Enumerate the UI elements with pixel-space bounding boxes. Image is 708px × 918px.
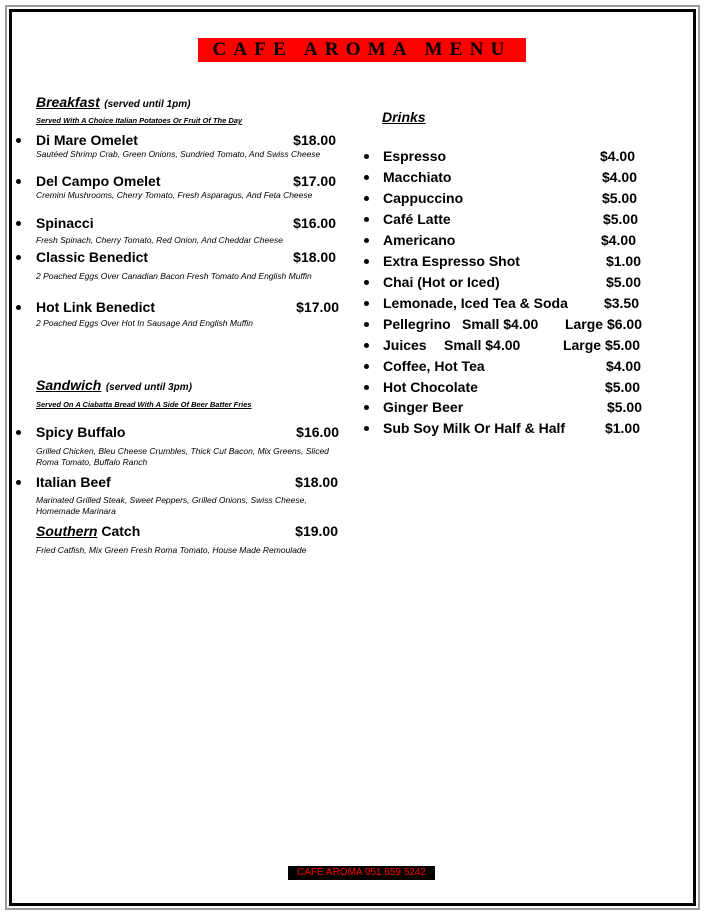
drink-name: Lemonade, Iced Tea & Soda bbox=[383, 295, 568, 311]
item-name: Del Campo Omelet bbox=[36, 173, 161, 189]
drink-name: Chai (Hot or Iced) bbox=[383, 274, 500, 290]
drinks-heading: Drinks bbox=[382, 109, 426, 125]
bullet-icon bbox=[16, 480, 21, 485]
bullet-icon bbox=[364, 238, 369, 243]
sandwich-heading-name: Sandwich bbox=[36, 377, 102, 393]
drink-name: Sub Soy Milk Or Half & Half bbox=[383, 420, 566, 436]
bullet-icon bbox=[16, 138, 21, 143]
item-price: $18.00 bbox=[295, 474, 338, 490]
drink-small-price: Small $4.00 bbox=[444, 337, 521, 353]
drink-name: Cappuccino bbox=[383, 190, 464, 206]
item-description: Fresh Spinach, Cherry Tomato, Red Onion, And Cheddar Cheese bbox=[36, 235, 283, 245]
bullet-icon bbox=[364, 175, 369, 180]
drink-item bbox=[364, 419, 642, 437]
item-name: Spicy Buffalo bbox=[36, 424, 126, 440]
item-price: $16.00 bbox=[293, 215, 336, 231]
item-description: Grilled Chicken, Bleu Cheese Crumbles, Thick Cut Bacon, Mix Greens, Sliced Roma Tomato, Buffalo Ranch bbox=[36, 446, 329, 467]
sandwich-heading bbox=[36, 377, 192, 395]
breakfast-subtitle: Served With A Choice Italian Potatoes Or Fruit Of The Day bbox=[36, 116, 243, 125]
breakfast-heading-name: Breakfast bbox=[36, 94, 100, 110]
item-description: 2 Poached Eggs Over Canadian Bacon Fresh Tomato And English Muffin bbox=[36, 271, 312, 281]
item-description: Sautéed Shrimp Crab, Green Onions, Sundried Tomato, And Swiss Cheese bbox=[36, 149, 321, 159]
drink-item bbox=[364, 357, 642, 375]
drink-price: $1.00 bbox=[604, 420, 640, 436]
drink-price: $5.00 bbox=[605, 274, 641, 290]
item-name: Italian Beef bbox=[36, 474, 111, 490]
drink-item bbox=[364, 336, 642, 354]
drink-item bbox=[364, 273, 642, 291]
bullet-icon bbox=[364, 217, 369, 222]
item-name bbox=[36, 522, 140, 540]
sandwich-subtitle: Served On A Ciabatta Bread With A Side Of Beer Batter Fries bbox=[36, 400, 252, 409]
bullet-icon bbox=[364, 280, 369, 285]
menu-item-southern-catch bbox=[16, 522, 338, 540]
drink-price: $3.50 bbox=[603, 295, 639, 311]
bullet-icon bbox=[16, 255, 21, 260]
item-name: Classic Benedict bbox=[36, 249, 149, 265]
drink-item bbox=[364, 168, 642, 186]
drink-item bbox=[364, 252, 642, 270]
item-description: Fried Catfish, Mix Green Fresh Roma Tomato, House Made Remoulade bbox=[36, 545, 307, 555]
drink-name: Macchiato bbox=[383, 169, 452, 185]
menu-item bbox=[16, 248, 336, 266]
sandwich-heading-note: (served until 3pm) bbox=[105, 382, 192, 393]
bullet-icon bbox=[364, 343, 369, 348]
bullet-icon bbox=[364, 322, 369, 327]
bullet-icon bbox=[364, 364, 369, 369]
item-description: Marinated Grilled Steak, Sweet Peppers, Grilled Onions, Swiss Cheese, Homemade Marinara bbox=[36, 495, 307, 516]
menu-item bbox=[16, 298, 339, 316]
drink-name: Extra Espresso Shot bbox=[383, 253, 520, 269]
bullet-icon bbox=[364, 301, 369, 306]
bullet-icon bbox=[364, 154, 369, 159]
drink-name: Juices bbox=[383, 337, 427, 353]
item-description: Cremini Mushrooms, Cherry Tomato, Fresh Asparagus, And Feta Cheese bbox=[36, 190, 313, 200]
drink-item bbox=[364, 189, 642, 207]
drink-item bbox=[364, 378, 642, 396]
item-name: Di Mare Omelet bbox=[36, 132, 138, 148]
bullet-icon bbox=[364, 259, 369, 264]
drink-price: $4.00 bbox=[605, 358, 641, 374]
bullet-icon bbox=[364, 385, 369, 390]
item-price: $17.00 bbox=[296, 299, 339, 315]
menu-item bbox=[16, 473, 338, 491]
drink-small-price: Small $4.00 bbox=[462, 316, 539, 332]
drink-name: Americano bbox=[383, 232, 456, 248]
drink-name: Hot Chocolate bbox=[383, 379, 478, 395]
bullet-icon bbox=[364, 426, 369, 431]
item-price: $16.00 bbox=[296, 424, 339, 440]
drink-price: $4.00 bbox=[599, 148, 635, 164]
drink-price: Large $5.00 bbox=[562, 337, 640, 353]
bullet-icon bbox=[16, 221, 21, 226]
drink-item bbox=[364, 315, 642, 333]
bullet-icon bbox=[16, 430, 21, 435]
drink-name: Espresso bbox=[383, 148, 447, 164]
drink-price: $4.00 bbox=[601, 169, 637, 185]
drink-item bbox=[364, 294, 642, 312]
item-price: $18.00 bbox=[293, 132, 336, 148]
drink-price: $1.00 bbox=[605, 253, 641, 269]
footer-contact: CAFÉ AROMA 951 659 5242 bbox=[288, 866, 435, 880]
drink-item bbox=[364, 147, 642, 165]
item-price: $18.00 bbox=[293, 249, 336, 265]
drink-price: $5.00 bbox=[602, 211, 638, 227]
drink-price: $4.00 bbox=[600, 232, 636, 248]
item-name-emphasis: Southern bbox=[36, 523, 98, 539]
menu-item bbox=[16, 214, 336, 232]
breakfast-heading bbox=[36, 94, 190, 112]
bullet-icon bbox=[16, 305, 21, 310]
item-name: Spinacci bbox=[36, 215, 94, 231]
menu-item bbox=[16, 131, 336, 149]
drink-price: $5.00 bbox=[604, 379, 640, 395]
drink-item bbox=[364, 231, 642, 249]
item-name-rest: Catch bbox=[97, 523, 141, 539]
bullet-icon bbox=[364, 196, 369, 201]
drink-price: Large $6.00 bbox=[564, 316, 642, 332]
menu-item bbox=[16, 172, 336, 190]
item-price: $17.00 bbox=[293, 173, 336, 189]
drink-price: $5.00 bbox=[606, 399, 642, 415]
item-name: Hot Link Benedict bbox=[36, 299, 156, 315]
item-price: $19.00 bbox=[295, 523, 338, 539]
drink-item bbox=[364, 210, 642, 228]
drink-item bbox=[364, 398, 642, 416]
drink-name: Ginger Beer bbox=[383, 399, 464, 415]
drink-name: Pellegrino bbox=[383, 316, 451, 332]
breakfast-heading-note: (served until 1pm) bbox=[104, 99, 191, 110]
drink-name: Coffee, Hot Tea bbox=[383, 358, 485, 374]
menu-title: CAFE AROMA MENU bbox=[198, 38, 526, 62]
bullet-icon bbox=[364, 405, 369, 410]
drink-price: $5.00 bbox=[601, 190, 637, 206]
bullet-icon bbox=[16, 179, 21, 184]
item-description: 2 Poached Eggs Over Hot In Sausage And English Muffin bbox=[36, 318, 254, 328]
drink-name: Café Latte bbox=[383, 211, 451, 227]
menu-item bbox=[16, 423, 339, 441]
